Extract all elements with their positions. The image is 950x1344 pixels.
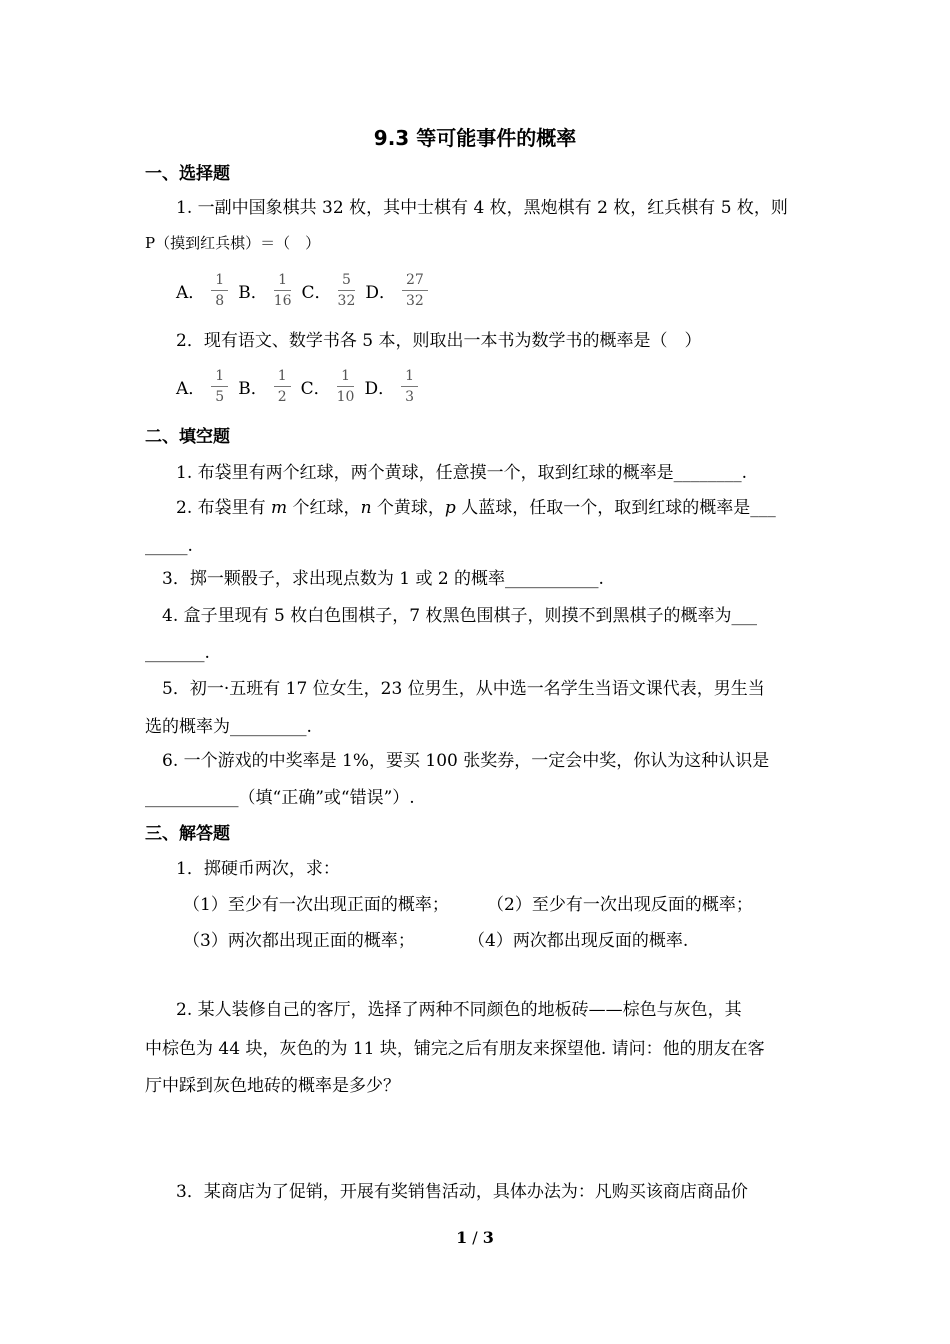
choice-q2-option-label: A．: [176, 379, 206, 399]
fill-q2-part-b: 个红球，: [287, 498, 361, 518]
choice-q2-option-fraction: [274, 368, 291, 405]
choice-q1-options: [176, 272, 438, 309]
answer-q2: 2. 某人装修自己的客厅，选择了两种不同颜色的地板砖——棕色与灰色，其: [176, 1000, 742, 1020]
fraction-denominator: 5: [215, 389, 225, 405]
answer-q1-part3: （3）两次都出现正面的概率；: [183, 931, 415, 951]
choice-q2-text: 2．现有语文、数学书各 5 本，则取出一本书为数学书的概率是（ ）: [176, 331, 702, 351]
choice-q1-option-label: B．: [238, 283, 268, 303]
answer-q1-part2: （2）至少有一次出现反面的概率；: [487, 895, 753, 915]
choice-q2-option-label: D．: [364, 379, 396, 399]
fill-q5: 5．初一·五班有 17 位女生，23 位男生，从中选一名学生当语文课代表，男生当: [162, 679, 765, 699]
fraction-numerator: 1: [211, 272, 228, 291]
answer-q1-part1: （1）至少有一次出现正面的概率；: [183, 895, 449, 915]
section-heading-fill: 二、填空题: [145, 427, 230, 447]
choice-q2-options: [176, 368, 428, 405]
page-separator: /: [467, 1228, 483, 1247]
fraction-denominator: 2: [277, 389, 287, 405]
fill-q2: [176, 496, 776, 520]
choice-q1-text-cont: P（摸到红兵棋）＝（ ）: [145, 234, 321, 252]
answer-q2-line2: 中棕色为 44 块，灰色的为 11 块，铺完之后有朋友来探望他. 请问：他的朋友在客: [145, 1039, 765, 1059]
var-m: m: [271, 498, 288, 518]
fill-q2-part-d: 人蓝球，任取一个，取到红球的概率是___: [455, 498, 776, 518]
answer-q2-line3: 厅中踩到灰色地砖的概率是多少？: [145, 1076, 400, 1096]
answer-q3: 3．某商店为了促销，开展有奖销售活动，具体办法为：凡购买该商店商品价: [176, 1182, 748, 1202]
fraction-numerator: 5: [338, 272, 355, 291]
fill-q4-cont: _______.: [145, 643, 210, 663]
section-heading-choice: 一、选择题: [145, 164, 230, 184]
fill-q2-cont: _____.: [145, 536, 193, 556]
page-current: 1: [456, 1228, 468, 1247]
fill-q1: 1. 布袋里有两个红球，两个黄球，任意摸一个，取到红球的概率是________.: [176, 463, 748, 483]
fill-q4: 4. 盒子里现有 5 枚白色围棋子，7 枚黑色围棋子，则摸不到黑棋子的概率为___: [162, 606, 757, 626]
section-heading-answer: 三、解答题: [145, 824, 230, 844]
choice-q2-option-label: B．: [238, 379, 268, 399]
page-total: 3: [482, 1228, 494, 1247]
fill-q3: 3．掷一颗骰子，求出现点数为 1 或 2 的概率___________.: [162, 569, 604, 589]
choice-q1-option-fraction: [338, 272, 356, 309]
fraction-numerator: 1: [274, 368, 291, 387]
page-title: 9.3 等可能事件的概率: [373, 126, 577, 150]
fraction-denominator: 3: [405, 389, 415, 405]
fill-q5-cont: 选的概率为_________.: [145, 717, 312, 737]
fill-q2-part-c: 个黄球，: [371, 498, 445, 518]
choice-q1-option-label: D．: [365, 283, 397, 303]
choice-q1-option-fraction: [402, 272, 428, 309]
choice-q1-option-fraction: [211, 272, 228, 309]
fill-q6-cont: ___________（填“正确”或“错误”）.: [145, 788, 415, 808]
fill-q6: 6. 一个游戏的中奖率是 1%，要买 100 张奖券，一定会中奖，你认为这种认识是: [162, 751, 770, 771]
fraction-numerator: 1: [401, 368, 418, 387]
fill-q2-part-a: 2. 布袋里有: [176, 498, 272, 518]
fraction-denominator: 16: [273, 293, 292, 309]
fraction-denominator: 8: [215, 293, 225, 309]
var-n: n: [360, 498, 372, 518]
choice-q1-text: 1. 一副中国象棋共 32 枚，其中士棋有 4 枚，黑炮棋有 2 枚，红兵棋有 5 枚，则: [176, 198, 788, 218]
answer-q1-part4: （4）两次都出现反面的概率.: [468, 931, 689, 951]
answer-q1: 1．掷硬币两次，求：: [176, 859, 340, 879]
choice-q1-option-fraction: [274, 272, 292, 309]
var-p: p: [444, 498, 456, 518]
choice-q2-option-label: C．: [300, 379, 331, 399]
fraction-denominator: 32: [337, 293, 356, 309]
fraction-denominator: 32: [406, 293, 424, 309]
choice-q2-option-fraction: [211, 368, 228, 405]
choice-q1-option-label: A．: [176, 283, 206, 303]
page-number: [0, 1228, 950, 1247]
fraction-numerator: 1: [274, 272, 291, 291]
choice-q2-option-fraction: [401, 368, 418, 405]
choice-q1-option-label: C．: [301, 283, 332, 303]
fraction-numerator: 1: [211, 368, 228, 387]
fraction-denominator: 10: [336, 389, 355, 405]
choice-q2-option-fraction: [337, 368, 355, 405]
fraction-numerator: 27: [402, 272, 428, 291]
fraction-numerator: 1: [337, 368, 354, 387]
